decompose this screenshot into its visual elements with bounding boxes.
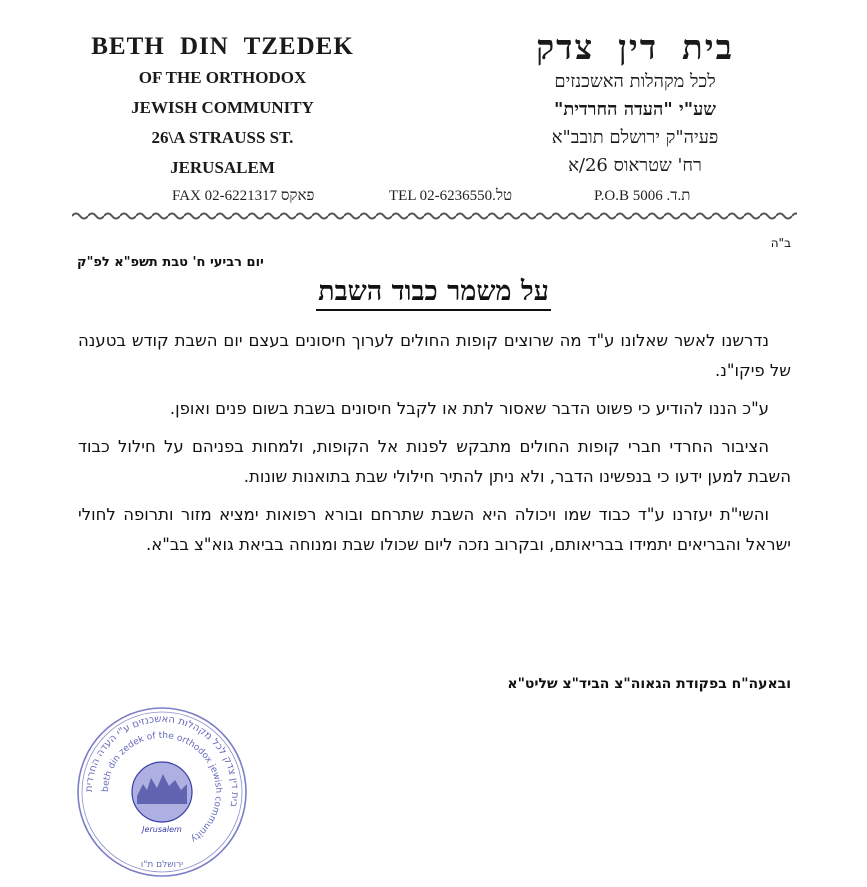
svg-text:ירושלם ת"ו: ירושלם ת"ו (140, 860, 184, 870)
letterhead-hebrew (500, 28, 770, 180)
svg-text:beth din zedek of the orthodox: beth din zedek of the orthodox jewish community (100, 730, 224, 844)
letter-title (0, 276, 867, 307)
hebrew-date: יום רביעי ח' טבת תשפ"א לפ"ק (77, 255, 264, 270)
svg-text:Jerusalem: Jerusalem (142, 825, 182, 834)
letter-title-text: על משמר כבוד השבת (316, 276, 551, 311)
paragraph: ע"כ הננו להודיע כי פשוט הדבר שאסור לתת או לקבל חיסונים בשבת בשום פנים ואופן. (169, 399, 769, 418)
contact-row (0, 188, 867, 210)
tel-number: TEL 02-6236550.טל (389, 188, 513, 204)
letter-body (78, 326, 791, 568)
org-line-2-hebrew: לכל מקהלות האשכנזים (554, 71, 716, 92)
org-line-3-hebrew: שע"י "העדה החרדית" (553, 99, 717, 120)
svg-text:בית דין צדק לכל מקהלות האשכנזי: בית דין צדק לכל מקהלות האשכנזים ע"י העדה החרדית (83, 713, 241, 808)
org-line-3: JEWISH COMMUNITY (131, 98, 314, 117)
letterhead-english (90, 32, 355, 182)
paragraph: הציבור החרדי חברי קופות החולים מתבקש לפנות אל הקופות, ולמחות בפניהם על חילול כבוד השבת למען ידעו כי בנפשינו הדבר, ולא ניתן להתיר חילולי שבת בתואנות שונות. (78, 437, 791, 486)
paragraph: והשי"ת יעזרנו ע"ד כבוד שמו ויכולה היא השבת שתרחם ובורא רפואות ימציא מזור ותרופה לחולי ישראל והבריאים יתמידו בבריאותם, ובקרוב נזכה ליום שכולו שבת ומנוחה בביאת גוא"צ בב"א. (78, 505, 791, 554)
org-name-hebrew: בית דין צדק (535, 28, 734, 68)
closing-signature-line: ובאעה"ח בפקודת הגאוה"צ הביד"צ שליט"א (507, 676, 791, 692)
org-name-english: BETH DIN TZEDEK (91, 33, 354, 60)
wavy-divider (72, 210, 797, 222)
po-box: P.O.B 5006 .ת.ד (594, 188, 691, 204)
org-line-2: OF THE ORTHODOX (138, 68, 307, 87)
official-stamp-icon (73, 704, 251, 880)
bh-header: ב"ה (770, 236, 791, 250)
paragraph: נדרשנו לאשר שאלונו ע"ד מה שרוצים קופות החולים לערוך חיסונים בעצם יום השבת קודש בטענה של פיקו"נ. (78, 331, 791, 380)
fax-number: FAX 02-6221317 פאקס (172, 188, 315, 204)
org-line-4-hebrew: פעיה"ק ירושלם תובב"א (551, 127, 719, 148)
org-address-hebrew: רח' שטראוס 26/א (568, 155, 702, 176)
org-address: 26\A STRAUSS ST. (151, 128, 294, 147)
org-city: JERUSALEM (170, 158, 275, 177)
